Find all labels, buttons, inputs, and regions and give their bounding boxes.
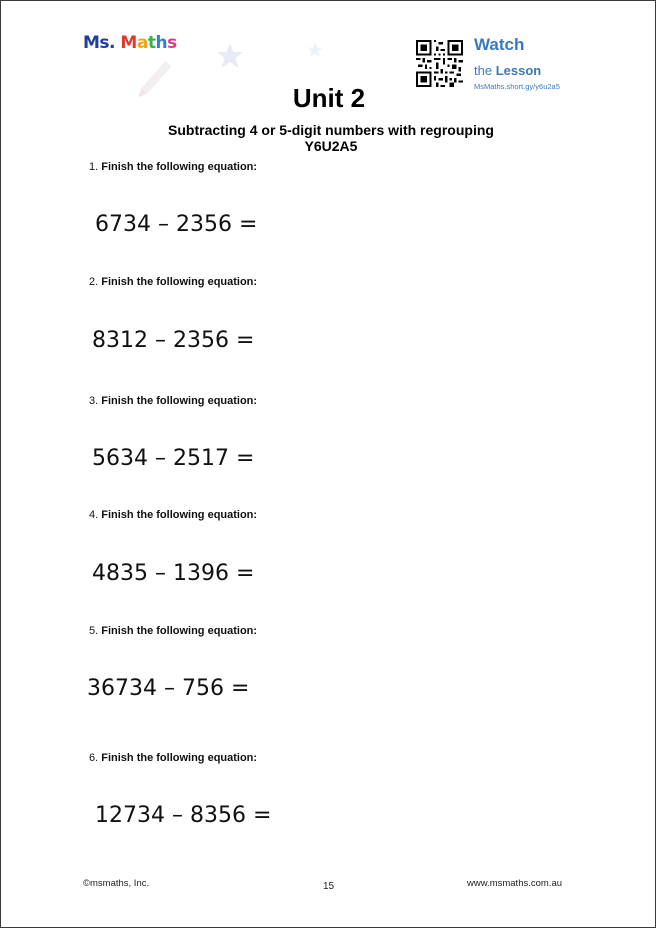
watch-lesson-label	[474, 63, 541, 78]
logo-word-ms: Ms.	[83, 33, 115, 53]
question-number: 5.	[89, 625, 99, 637]
qr-code-icon[interactable]	[416, 40, 463, 87]
question-number: 2.	[89, 276, 99, 288]
lesson-link[interactable]: MsMaths.short.gy/y6u2a5	[474, 82, 560, 91]
question-instruction: Finish the following equation:	[101, 276, 258, 288]
subtitle-text: Subtracting 4 or 5-digit numbers with regrouping	[168, 122, 494, 138]
watch-lesson-bold: Lesson	[495, 63, 542, 78]
worksheet-code: Y6U2A5	[304, 138, 358, 154]
question-number: 4.	[89, 509, 99, 521]
question-instruction: Finish the following equation:	[101, 625, 258, 637]
page-number: 15	[323, 881, 335, 892]
question-equation: 36734 – 756 =	[87, 676, 250, 701]
logo-letter: t	[147, 33, 156, 53]
decorative-star-icon	[306, 41, 324, 59]
question-instruction: Finish the following equation:	[101, 161, 258, 173]
question-label	[89, 752, 257, 764]
question-label	[89, 625, 257, 637]
question-label	[89, 395, 257, 407]
ms-maths-logo	[83, 33, 177, 53]
watch-lesson-prefix: the	[474, 63, 493, 78]
logo-letter: a	[136, 33, 148, 53]
question-instruction: Finish the following equation:	[101, 395, 258, 407]
page-subtitle	[1, 122, 656, 154]
logo-letter: s	[167, 33, 177, 53]
page-title: Unit 2	[292, 83, 366, 113]
question-number: 3.	[89, 395, 99, 407]
question-equation: 4835 – 1396 =	[92, 561, 255, 586]
question-equation: 5634 – 2517 =	[92, 446, 255, 471]
question-label	[89, 161, 257, 173]
logo-letter: h	[155, 33, 168, 53]
question-label	[89, 276, 257, 288]
question-equation: 6734 – 2356 =	[95, 212, 258, 237]
footer-copyright: ©msmaths, Inc.	[83, 878, 150, 889]
logo-word-maths	[120, 33, 176, 53]
decorative-star-icon	[215, 41, 245, 71]
question-instruction: Finish the following equation:	[101, 509, 258, 521]
logo-letter: M	[120, 33, 137, 53]
question-equation: 8312 – 2356 =	[92, 328, 255, 353]
question-number: 6.	[89, 752, 99, 764]
question-instruction: Finish the following equation:	[101, 752, 258, 764]
question-equation: 12734 – 8356 =	[95, 803, 272, 828]
question-label	[89, 509, 257, 521]
question-number: 1.	[89, 161, 99, 173]
watch-title: Watch	[474, 35, 525, 54]
footer-website[interactable]: www.msmaths.com.au	[467, 878, 563, 889]
